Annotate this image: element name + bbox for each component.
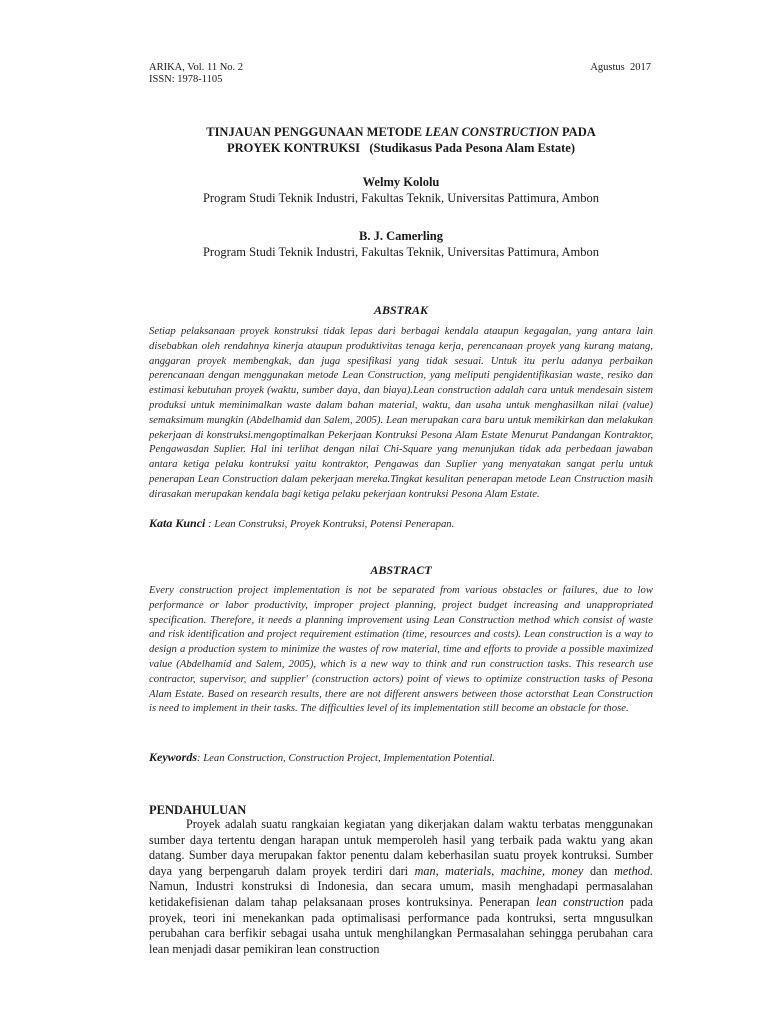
- abstract-body: Every construction project implementation is not be separated from various obstacles or failures, due to low performance or labor productivity, improper project planning, project budget increasing and unappropriated specification. Therefore, it needs a planning improvement using Lean Construction method which consist of waste and risk identification and project requirement estimation (time, resources and costs). Lean construction is a way to design a production system to minimize the wastes of row material, time and efforts to provide a possible maximized value (Abdelhamid and Salem, 2005), which is a new way to think and run construction tasks. This research use contractor, supervisor, and supplier' (construction actors) point of views to optimize construction tasks of Pesona Alam Estate. Based on research results, there are not different answers between those actorsthat Lean Construction is need to implement in their tasks. The difficulties level of its implementation still become an obstacle for those.: [149, 584, 653, 715]
- title-line-2: PROYEK KONTRUKSI (Studikasus Pada Pesona Alam Estate): [227, 141, 575, 155]
- paragraph-italic-text: method.: [614, 863, 653, 878]
- kata-kunci-line: [149, 516, 653, 531]
- keywords-label: Keywords: [149, 750, 197, 764]
- author-affiliation: Program Studi Teknik Industri, Fakultas Teknik, Universitas Pattimura, Ambon: [202, 191, 600, 205]
- abstrak-body: Setiap pelaksanaan proyek konstruksi tidak lepas dari berbagai kendala ataupun kegagalan, yang antara lain disebabkan oleh rendahnya kinerja ataupun produktivitas tenaga kerja, perencanaan proyek yang kurang matang, anggaran proyek membengkak, dan juga spesifikasi yang tidak sesuai. Untuk itu perlu adanya perbaikan perencanaan dengan menggunakan metode Lean Construction, yang meliputi pengidentifikasian waste, resiko dan estimasi kebutuhan proyek (waktu, sumber daya, dan biaya).Lean construction adalah cara untuk mendesain sistem produksi untuk meminimalkan waste dalam bahan material, waktu, dan usaha untuk menghasilkan nilai (value) semaksimum mungkin (Abdelhamid dan Salem, 2005). Lean merupakan cara baru untuk memikirkan dan melakukan pekerjaan di konstruksi.mengoptimalkan Pekerjaan Kontruksi Pesona Alam Estate Menurut Pandangan Kontraktor, Pengawasdan Suplier. Hal ini terlihat dengan nilai Chi-Square yang menunjukan tidak ada perbedaan jawaban antara ketiga pelaku kontruksi yaitu kontraktor, Pengawas dan Suplier yang menyatakan sangat perlu untuk penerapan Lean Construction dalam pekerjaan mereka.Tingkat kesulitan penerapan metode Lean Cnstruction masih dirasakan merupakan kendala bagi ketiga pelaku pekerjaan kontruksi Pesona Alam Estate.: [149, 325, 653, 500]
- pendahuluan-paragraph: [149, 817, 653, 957]
- author-affiliation: Program Studi Teknik Industri, Fakultas Teknik, Universitas Pattimura, Ambon: [202, 245, 600, 259]
- title-line-1-a: TINJAUAN PENGGUNAAN METODE: [206, 125, 426, 139]
- paragraph-text: Proyek adalah suatu rangkaian kegiatan yang dikerjakan dalam waktu terbatas menggunakan sumber daya tertentu dengan harapan untuk memperoleh hasil yang terbaik pada waktu yang akan datang. Sumber daya merupakan faktor penentu dalam keberhasilan suatu proyek kontruksi. Sumber daya yang berpengaruh dalam proyek terdiri dari: [149, 817, 653, 878]
- journal-issn: ISSN: 1978-1105: [149, 74, 223, 85]
- author-name: Welmy Kololu: [362, 175, 440, 189]
- title-line-1: [149, 124, 653, 140]
- journal-info: [149, 62, 243, 86]
- paragraph-italic-text: lean construction: [535, 894, 624, 909]
- title-line-1-italic: LEAN CONSTRUCTION: [425, 125, 559, 139]
- pendahuluan-heading: PENDAHULUAN: [149, 803, 247, 817]
- author-block-2: [149, 228, 653, 260]
- kata-kunci-label: Kata Kunci: [149, 516, 206, 530]
- paper-title: [149, 124, 653, 156]
- journal-date: Agustus 2017: [590, 62, 651, 73]
- paragraph-italic-text: man, materials, machine, money: [414, 863, 584, 878]
- paragraph-text: pada proyek, teori ini menekankan pada optimalisasi performance pada kontruksi, serta mngusulkan perubahan cara berfikir sebagai usaha untuk menghilangkan Permasalahan sehingga perubahan cara lean menjadi dasar pemikiran lean construction: [149, 894, 653, 956]
- author-block-1: [149, 174, 653, 206]
- journal-volume: ARIKA, Vol. 11 No. 2: [149, 62, 244, 73]
- abstrak-heading: ABSTRAK: [373, 303, 429, 317]
- paragraph-text: dan: [583, 863, 615, 878]
- keywords-values: : Lean Construction, Construction Project, Implementation Potential.: [197, 752, 495, 764]
- title-line-1-b: PADA: [558, 125, 596, 139]
- paragraph-text: Namun, Industri konstruksi di Indonesia, dan secara umum, masih menghadapi permasalahan ketidakefisienan dalam tahap pelaksanaan proses kontruksinya. Penerapan: [149, 879, 653, 909]
- running-head: [149, 62, 651, 86]
- author-name: B. J. Camerling: [358, 229, 444, 243]
- kata-kunci-values: : Lean Construksi, Proyek Kontruksi, Potensi Penerapan.: [205, 518, 455, 530]
- abstract-heading: ABSTRACT: [370, 563, 432, 577]
- keywords-line: [149, 750, 653, 765]
